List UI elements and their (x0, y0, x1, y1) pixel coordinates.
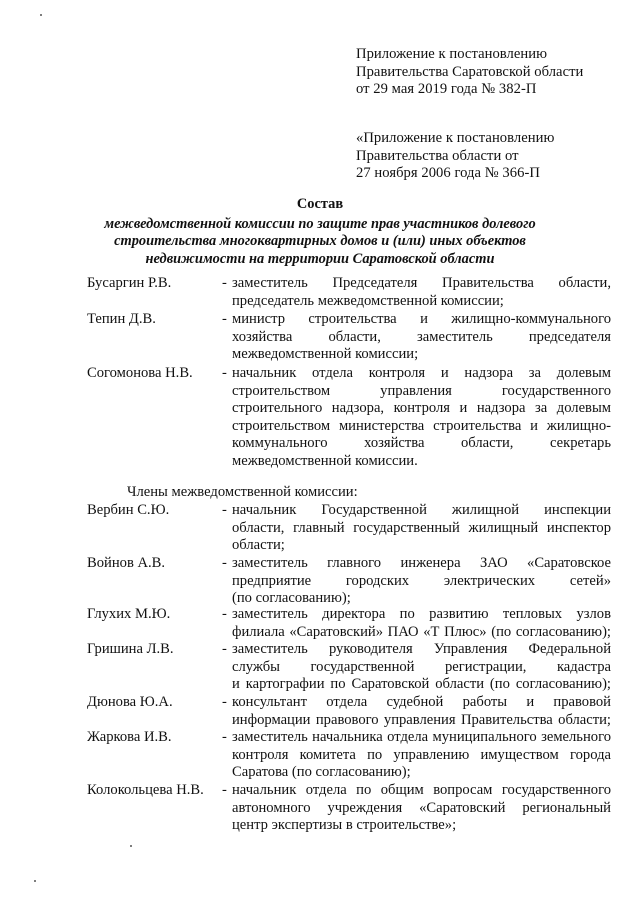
role-line: коммунального хозяйства области, секретарь (232, 435, 611, 452)
person-role (232, 782, 611, 835)
role-line: председатель межведомственной комиссии; (232, 292, 504, 309)
person-name: Дюнова Ю.А. (87, 694, 173, 710)
appendix-reference-current (356, 46, 583, 99)
entry-dash: - (222, 641, 227, 657)
appendix-line: от 29 мая 2019 года № 382-П (356, 81, 537, 97)
role-line: заместитель Председателя Правительства области, (232, 275, 611, 291)
role-line: Саратова (по согласованию); (232, 764, 411, 781)
entry-dash: - (222, 782, 227, 798)
document-heading (70, 196, 570, 268)
person-name: Вербин С.Ю. (87, 502, 170, 518)
role-line: начальник отдела по общим вопросам государственного (232, 782, 611, 798)
entry-dash: - (222, 311, 227, 327)
members-heading: Члены межведомственной комиссии: (127, 484, 358, 500)
role-line: предприятие городских электрических сетей» (232, 572, 611, 589)
role-line: центр экспертизы в строительстве»; (232, 817, 457, 834)
role-line: заместитель начальника отдела муниципального земельного (232, 729, 611, 745)
role-line: консультант отдела судебной работы и правовой (232, 694, 611, 710)
person-name: Колокольцева Н.В. (87, 782, 204, 798)
person-role (232, 729, 611, 782)
appendix-line: 27 ноября 2006 года № 366-П (356, 165, 540, 181)
role-line: строительством управления государственного (232, 382, 611, 399)
role-line: информации правового управления Правительства области; (232, 711, 611, 728)
role-line: (по согласованию); (232, 590, 351, 607)
person-name: Гришина Л.В. (87, 641, 174, 657)
role-line: автономного учреждения «Саратовский региональный (232, 799, 611, 816)
appendix-reference-original (356, 130, 554, 183)
scan-speck (40, 14, 42, 16)
role-line: филиала «Саратовский» ПАО «Т Плюс» (по согласованию); (232, 623, 611, 640)
role-line: и картографии по Саратовской области (по согласованию); (232, 676, 611, 693)
person-name: Войнов А.В. (87, 555, 166, 571)
appendix-line: Правительства области от (356, 147, 519, 164)
role-line: министр строительства и жилищно-коммунального (232, 311, 611, 327)
person-name: Жаркова И.В. (87, 729, 172, 745)
entry-dash: - (222, 555, 227, 571)
role-line: начальник Государственной жилищной инспекции (232, 502, 611, 518)
document-subtitle-line: строительства многоквартирных домов и (или) иных объектов (114, 233, 526, 250)
appendix-line: «Приложение к постановлению (356, 130, 555, 146)
scan-speck (34, 880, 36, 882)
appendix-line: Приложение к постановлению (356, 46, 548, 62)
entry-dash: - (222, 365, 227, 381)
person-name: Глухих М.Ю. (87, 606, 171, 622)
role-line: заместитель руководителя Управления Федеральной (232, 641, 611, 657)
document-title: Состав (296, 196, 344, 212)
person-role (232, 641, 611, 694)
role-line: службы государственной регистрации, кадастра (232, 658, 611, 675)
role-line: строительством министерства строительства и жилищно- (232, 417, 611, 434)
person-role (232, 365, 611, 471)
role-line: заместитель директора по развитию тепловых узлов (232, 606, 611, 622)
role-line: межведомственной комиссии. (232, 452, 418, 469)
role-line: контроля комитета по управлению имуществом города (232, 746, 611, 763)
person-role (232, 606, 611, 641)
entry-dash: - (222, 606, 227, 622)
document-subtitle-line: недвижимости на территории Саратовской области (145, 250, 495, 267)
appendix-line: Правительства Саратовской области (356, 63, 584, 80)
entry-dash: - (222, 694, 227, 710)
entry-dash: - (222, 502, 227, 518)
person-role (232, 555, 611, 608)
entry-dash: - (222, 275, 227, 291)
role-line: начальник отдела контроля и надзора за долевым (232, 365, 611, 381)
role-line: заместитель главного инженера ЗАО «Саратовское (232, 555, 611, 571)
person-name: Бусаргин Р.В. (87, 275, 172, 291)
entry-dash: - (222, 729, 227, 745)
role-line: хозяйства области, заместитель председателя (232, 328, 611, 345)
scan-speck (130, 845, 132, 847)
person-role (232, 502, 611, 555)
person-role (232, 311, 611, 364)
person-role (232, 694, 611, 729)
role-line: межведомственной комиссии; (232, 346, 419, 363)
person-name: Тепин Д.В. (87, 311, 156, 327)
person-role (232, 275, 611, 310)
role-line: строительного надзора, контроля и надзора за долевым (232, 400, 611, 417)
role-line: области; (232, 537, 285, 554)
document-subtitle-line: межведомственной комиссии по защите прав участников долевого (104, 216, 536, 233)
role-line: области, главный государственный жилищный инспектор (232, 519, 611, 536)
person-name: Согомонова Н.В. (87, 365, 193, 381)
